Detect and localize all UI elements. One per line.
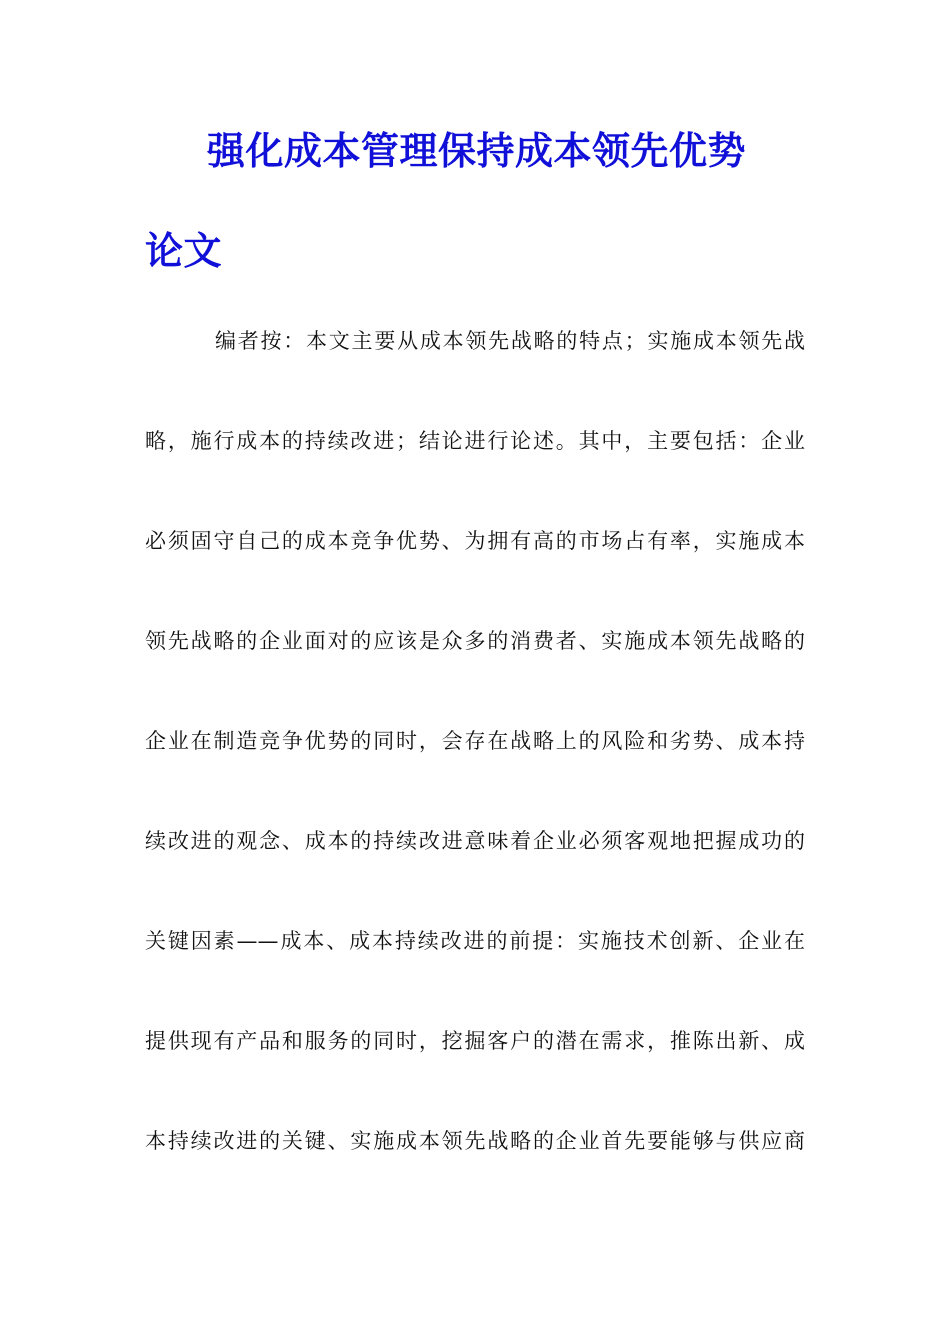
paragraph-line-7: 关键因素——成本、成本持续改进的前提：实施技术创新、企业在 [145,929,805,953]
paragraph-line-3: 必须固守自己的成本竞争优势、为拥有高的市场占有率，实施成本 [145,529,805,553]
paragraph-line-9: 本持续改进的关键、实施成本领先战略的企业首先要能够与供应商 [145,1129,805,1153]
paragraph-line-4: 领先战略的企业面对的应该是众多的消费者、实施成本领先战略的 [145,629,805,653]
paragraph-line-8: 提供现有产品和服务的同时，挖掘客户的潜在需求，推陈出新、成 [145,1029,805,1053]
paragraph-line-1: 编者按：本文主要从成本领先战略的特点；实施成本领先战 [215,329,805,353]
paragraph-line-5: 企业在制造竞争优势的同时，会存在战略上的风险和劣势、成本持 [145,729,805,753]
paragraph-line-6: 续改进的观念、成本的持续改进意味着企业必须客观地把握成功的 [145,829,805,853]
paragraph-line-2: 略，施行成本的持续改进；结论进行论述。其中，主要包括：企业 [145,429,805,453]
document-title-line-2: 论文 [145,229,223,273]
document-title-line-1: 强化成本管理保持成本领先优势 [207,129,747,173]
